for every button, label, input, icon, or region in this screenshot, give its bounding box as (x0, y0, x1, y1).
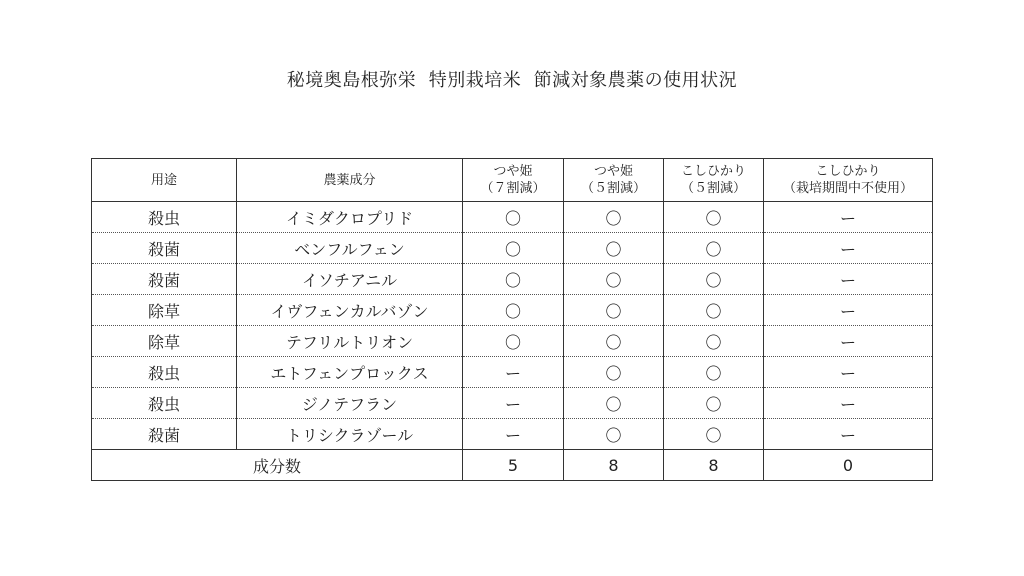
cell-usage-mark: ー (764, 233, 933, 264)
cell-use: 殺虫 (92, 202, 237, 233)
header-koshihikari-50 (664, 159, 764, 202)
cell-usage-mark: ー (463, 388, 564, 419)
header-sublabel: （５割減） (580, 181, 646, 196)
cell-usage-mark: ー (463, 419, 564, 450)
header-sublabel: （栽培期間中不使用） (782, 181, 913, 196)
table-row (92, 357, 933, 388)
cell-usage-mark: ー (764, 295, 933, 326)
cell-usage-mark: ー (764, 202, 933, 233)
table-row (92, 326, 933, 357)
cell-use: 殺菌 (92, 419, 237, 450)
cell-usage-mark: 〇 (664, 233, 764, 264)
header-label: こしひかり (680, 164, 746, 179)
header-label: 用途 (150, 172, 177, 188)
cell-usage-mark: 〇 (564, 419, 664, 450)
header-label: 農薬成分 (323, 172, 376, 188)
cell-usage-mark: 〇 (564, 233, 664, 264)
cell-usage-mark: 〇 (664, 388, 764, 419)
table-row (92, 295, 933, 326)
cell-usage-mark: ー (764, 326, 933, 357)
cell-use: 除草 (92, 326, 237, 357)
cell-usage-mark: 〇 (564, 388, 664, 419)
cell-usage-mark: 〇 (664, 295, 764, 326)
table-row (92, 202, 933, 233)
header-sublabel: （７割減） (480, 181, 546, 196)
total-row (92, 450, 933, 481)
table-header-row (92, 159, 933, 202)
cell-usage-mark: ー (463, 357, 564, 388)
cell-ingredient: イヴフェンカルバゾン (237, 295, 463, 326)
header-sublabel: （５割減） (680, 181, 746, 196)
cell-usage-mark: 〇 (664, 202, 764, 233)
cell-usage-mark: ー (764, 419, 933, 450)
cell-usage-mark: 〇 (564, 264, 664, 295)
cell-usage-mark: 〇 (564, 202, 664, 233)
cell-usage-mark: 〇 (664, 357, 764, 388)
cell-usage-mark: 〇 (664, 419, 764, 450)
cell-use: 除草 (92, 295, 237, 326)
table-row (92, 233, 933, 264)
cell-usage-mark: 〇 (463, 202, 564, 233)
cell-ingredient: エトフェンプロックス (237, 357, 463, 388)
cell-use: 殺菌 (92, 264, 237, 295)
cell-usage-mark: ー (764, 264, 933, 295)
page-title: 秘境奥島根弥栄 特別栽培米 節減対象農薬の使用状況 (286, 70, 738, 91)
cell-usage-mark: 〇 (664, 264, 764, 295)
total-count: 0 (764, 450, 933, 481)
cell-ingredient: テフリルトリオン (237, 326, 463, 357)
cell-usage-mark: 〇 (463, 264, 564, 295)
cell-ingredient: イミダクロプリド (237, 202, 463, 233)
cell-use: 殺虫 (92, 388, 237, 419)
header-ingredient (237, 159, 463, 202)
header-label: こしひかり (815, 164, 881, 179)
pesticide-usage-table (91, 158, 933, 481)
header-tsuyahime-70 (463, 159, 564, 202)
header-tsuyahime-50 (564, 159, 664, 202)
cell-ingredient: ベンフルフェン (237, 233, 463, 264)
total-count: 5 (463, 450, 564, 481)
total-label: 成分数 (92, 450, 463, 481)
cell-usage-mark: ー (764, 388, 933, 419)
table-row (92, 388, 933, 419)
cell-usage-mark: 〇 (564, 326, 664, 357)
cell-usage-mark: 〇 (564, 357, 664, 388)
cell-usage-mark: 〇 (564, 295, 664, 326)
header-use (92, 159, 237, 202)
header-koshihikari-none (764, 159, 933, 202)
cell-ingredient: イソチアニル (237, 264, 463, 295)
header-label: つや姫 (493, 164, 533, 179)
total-count: 8 (564, 450, 664, 481)
cell-ingredient: ジノテフラン (237, 388, 463, 419)
cell-usage-mark: 〇 (463, 295, 564, 326)
total-count: 8 (664, 450, 764, 481)
cell-ingredient: トリシクラゾール (237, 419, 463, 450)
cell-usage-mark: ー (764, 357, 933, 388)
cell-usage-mark: 〇 (463, 233, 564, 264)
table-row (92, 264, 933, 295)
table-row (92, 419, 933, 450)
cell-use: 殺虫 (92, 357, 237, 388)
cell-use: 殺菌 (92, 233, 237, 264)
cell-usage-mark: 〇 (664, 326, 764, 357)
header-label: つや姫 (593, 164, 633, 179)
cell-usage-mark: 〇 (463, 326, 564, 357)
